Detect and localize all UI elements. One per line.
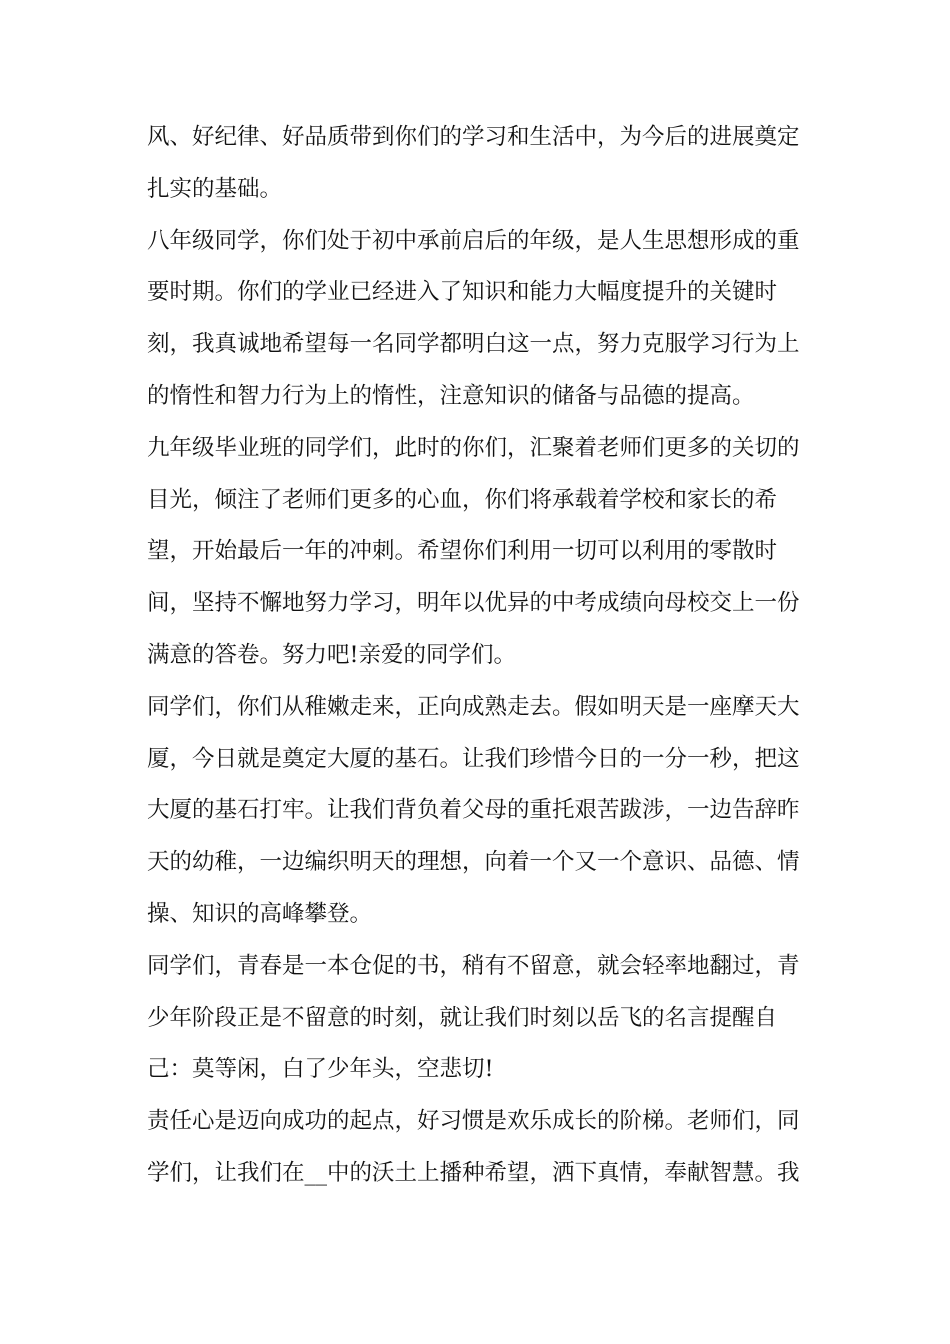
text-line: 操、知识的高峰攀登。 (147, 900, 373, 927)
text-line: 厦，今日就是奠定大厦的基石。让我们珍惜今日的一分一秒，把这 (147, 745, 800, 772)
text-line: 要时期。你们的学业已经进入了知识和能力大幅度提升的关键时 (147, 279, 778, 306)
text-line: 扎实的基础。 (147, 175, 283, 202)
text-line: 同学们，你们从稚嫩走来，正向成熟走去。假如明天是一座摩天大 (147, 693, 800, 720)
text-line: 同学们，青春是一本仓促的书，稍有不留意，就会轻率地翻过，青 (147, 952, 800, 979)
text-line: 刻，我真诚地希望每一名同学都明白这一点，努力克服学习行为上 (147, 331, 800, 358)
text-line: 满意的答卷。努力吧!亲爱的同学们。 (147, 641, 517, 668)
text-line: 大厦的基石打牢。让我们背负着父母的重托艰苦跋涉，一边告辞昨 (147, 797, 800, 824)
body-text (147, 112, 807, 1200)
text-line: 望，开始最后一年的冲刺。希望你们利用一切可以利用的零散时 (147, 538, 778, 565)
text-line: 天的幼稚，一边编织明天的理想，向着一个又一个意识、品德、情 (147, 849, 800, 876)
text-line: 少年阶段正是不留意的时刻，就让我们时刻以岳飞的名言提醒自 (147, 1004, 778, 1031)
text-line: 己：莫等闲，白了少年头，空悲切! (147, 1056, 494, 1083)
text-line: 间，坚持不懈地努力学习，明年以优异的中考成绩向母校交上一份 (147, 590, 800, 617)
text-line: 责任心是迈向成功的起点，好习惯是欢乐成长的阶梯。老师们，同 (147, 1108, 800, 1135)
text-line: 学们，让我们在__中的沃土上播种希望，洒下真情，奉献智慧。我 (147, 1159, 800, 1186)
text-line: 风、好纪律、好品质带到你们的学习和生活中，为今后的进展奠定 (147, 124, 800, 150)
text-line: 八年级同学，你们处于初中承前启后的年级，是人生思想形成的重 (147, 227, 800, 254)
text-line: 目光，倾注了老师们更多的心血，你们将承载着学校和家长的希 (147, 486, 778, 513)
text-line: 九年级毕业班的同学们，此时的你们，汇聚着老师们更多的关切的 (147, 434, 800, 461)
text-line: 的惰性和智力行为上的惰性，注意知识的储备与品德的提高。 (147, 382, 755, 409)
